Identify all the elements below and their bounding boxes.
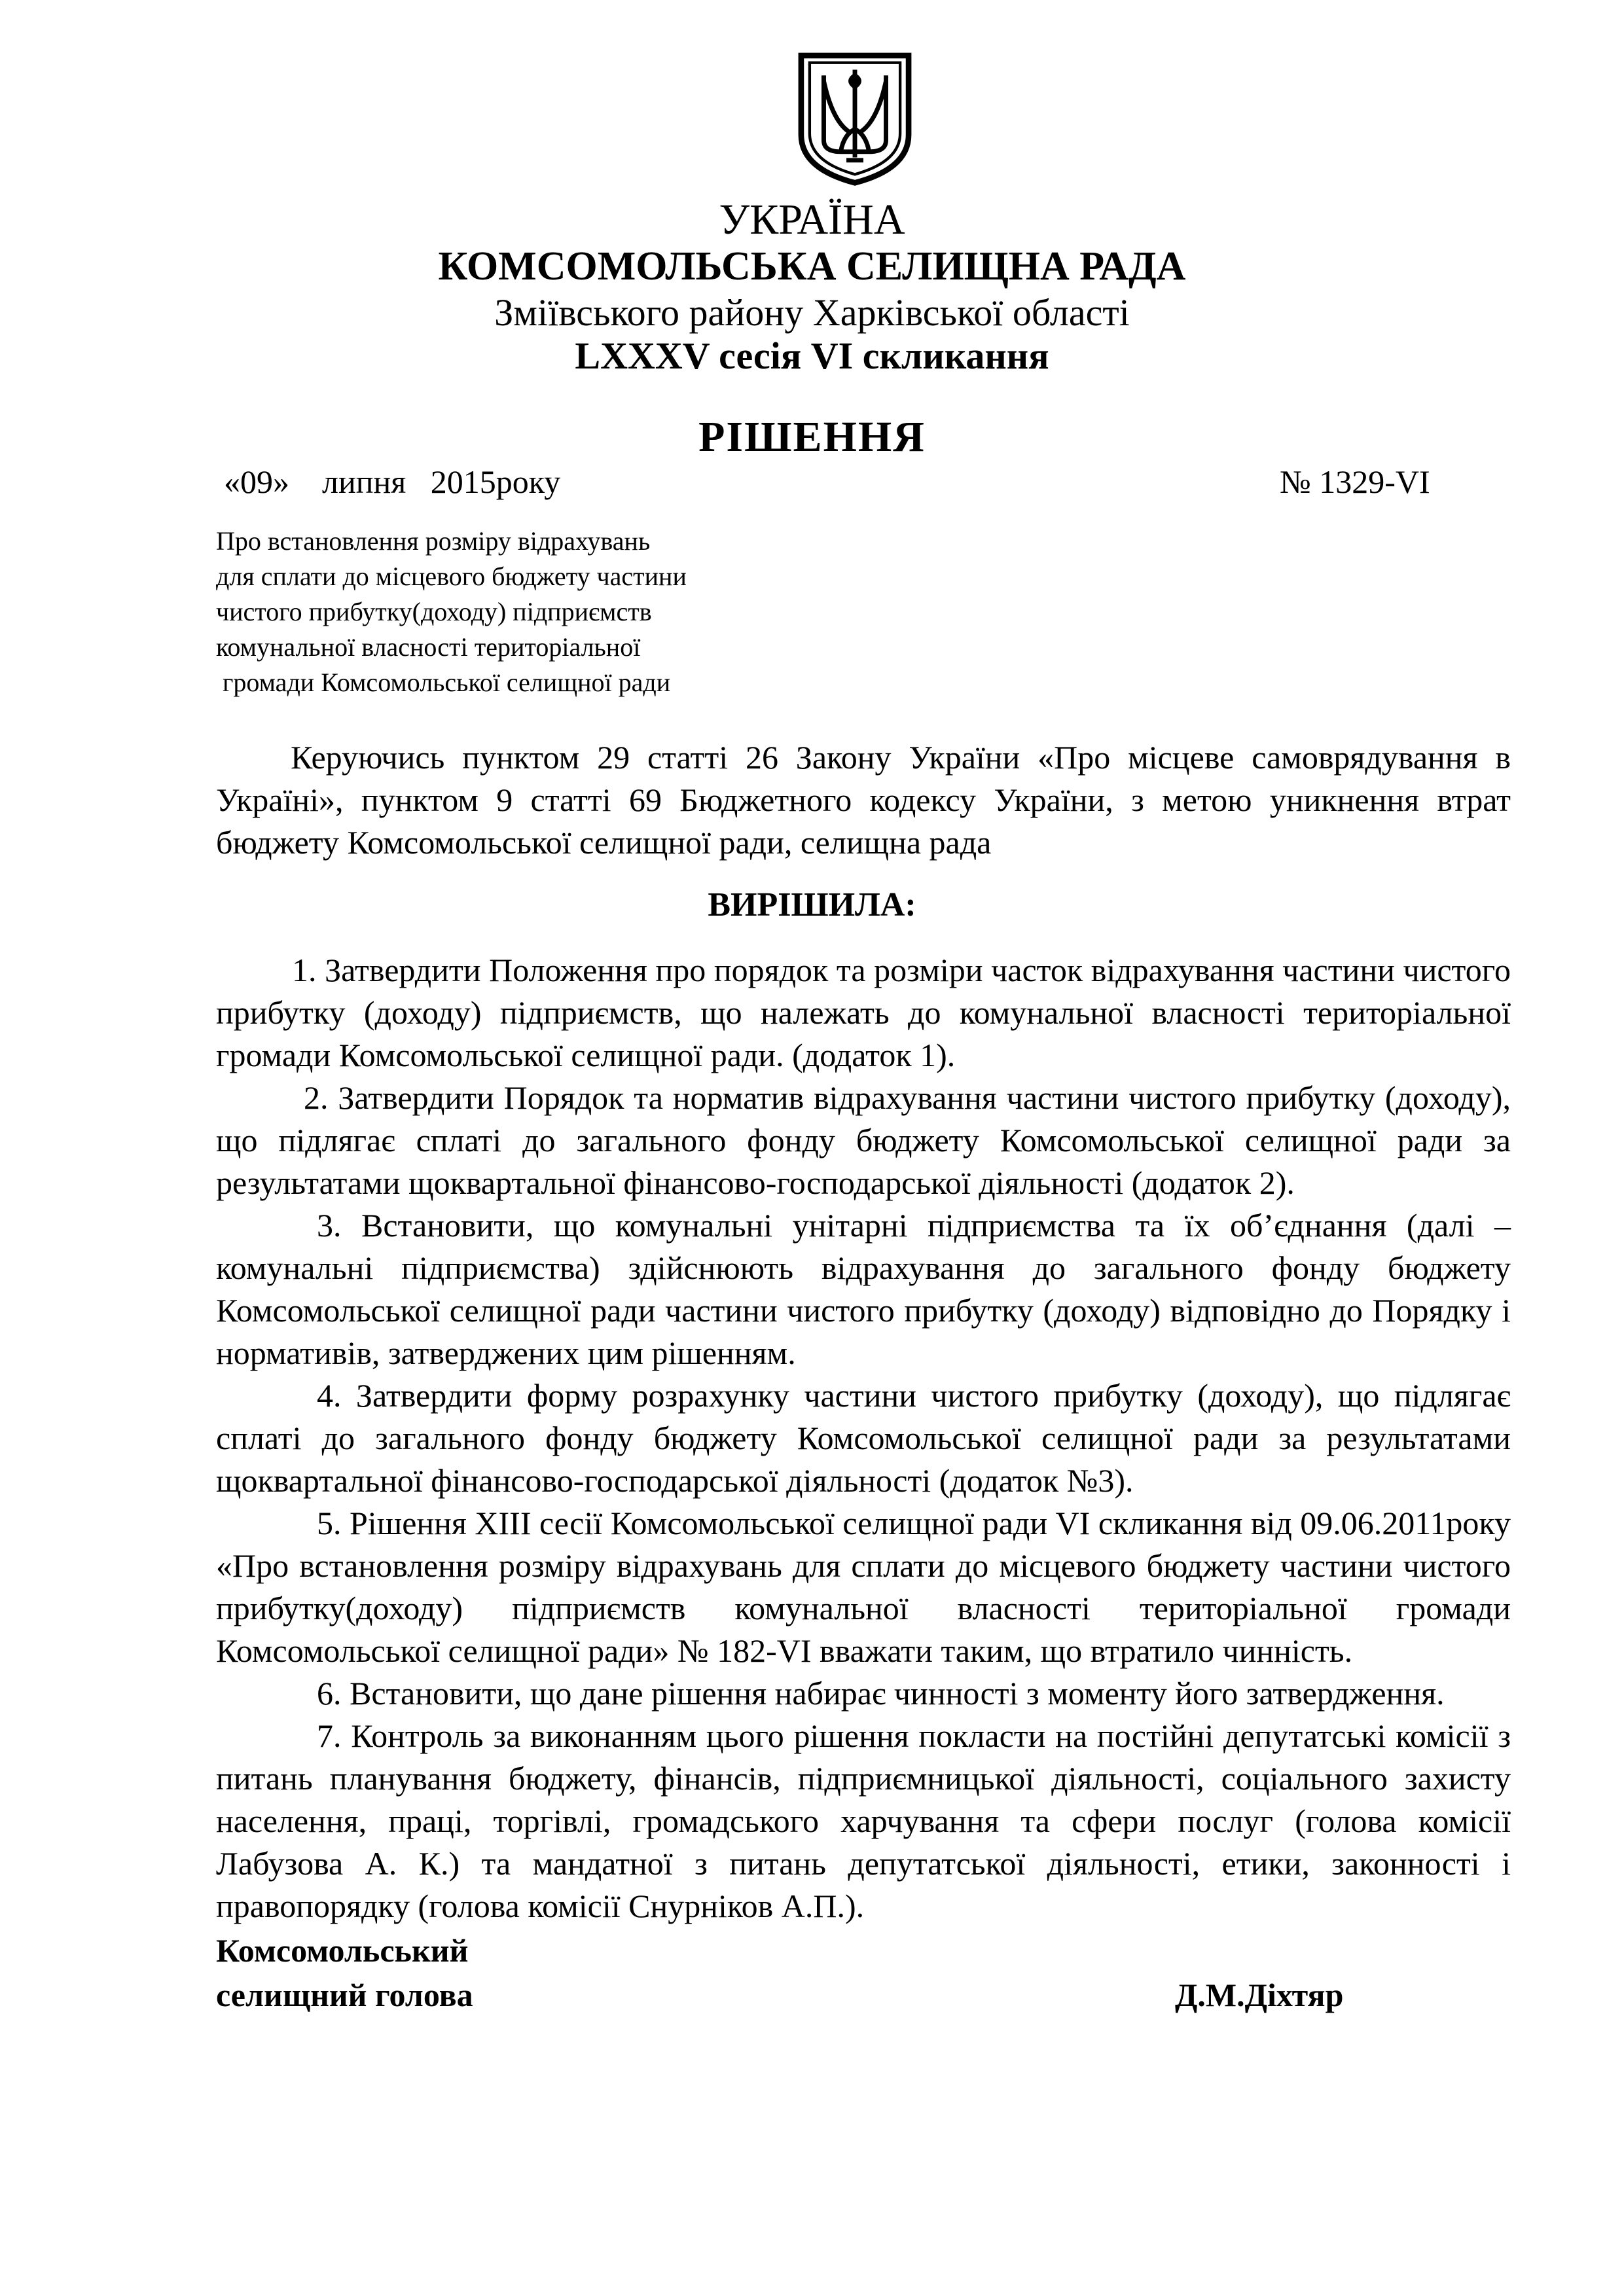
trident-coat-of-arms-icon [784, 47, 926, 188]
subject-line: Про встановлення розміру відрахувань [216, 526, 651, 556]
decision-item: 7. Контроль за виконанням цього рішення покласти на постійні депутатські комісії з питань планування бюджету, фінансів, підприємницької діяльності, соціального захисту населення, праці, торгівлі, громадського харчування та сфери послуг (голова комісії Лабузова А. К.) та мандатної з питань депутатської діяльності, етики, законності і правопорядку (голова комісії Снурніков А.П.). [216, 1717, 1511, 1924]
decision-item: 4. Затвердити форму розрахунку частини чистого прибутку (доходу), що підлягає сплаті до загального фонду бюджету Комсомольської селищної ради за результатами щоквартальної фінансово-господарської діяльності (додаток №3). [216, 1377, 1511, 1499]
council-title: КОМСОМОЛЬСЬКА СЕЛИЩНА РАДА [438, 244, 1186, 289]
document-type-heading: РІШЕННЯ [698, 413, 926, 461]
signatory-title-line: селищний голова [216, 1977, 473, 2013]
decision-number: № 1329-VI [1280, 463, 1430, 500]
subject-line: чистого прибутку(доходу) підприємств [216, 597, 652, 626]
preamble-paragraph: Керуючись пунктом 29 статті 26 Закону України «Про місцеве самоврядування в Україні», пунктом 9 статті 69 Бюджетного кодексу України, з метою уникнення втрат бюджету Комсомольської селищної ради, селищна рада [216, 739, 1511, 861]
decision-date: «09» липня 2015року [224, 463, 561, 500]
district-subtitle: Зміївського району Харківської області [494, 291, 1130, 334]
decision-item: 1. Затвердити Положення про порядок та розміри часток відрахування частини чистого прибутку (доходу) підприємств, що належать до комунальної власності територіальної громади Комсомольської селищної ради. (додаток 1). [216, 952, 1511, 1073]
subject-line: для сплати до місцевого бюджету частини [216, 562, 687, 591]
signatory-title-line: Комсомольський [216, 1932, 469, 1969]
subject-line: комунальної власності територіальної [216, 632, 641, 662]
decision-item: 3. Встановити, що комунальні унітарні підприємства та їх об’єднання (далі – комунальні підприємства) здійснюють відрахування до загального фонду бюджету Комсомольської селищної ради частини чистого прибутку (доходу) відповідно до Порядку і нормативів, затверджених цим рішенням. [216, 1207, 1511, 1371]
resolved-heading: ВИРІШИЛА: [708, 886, 916, 924]
decision-subject [216, 524, 687, 700]
decision-item: 2. Затвердити Порядок та норматив відрахування частини чистого прибутку (доходу), що підлягає сплаті до загального фонду бюджету Комсомольської селищної ради за результатами щоквартальної фінансово-господарської діяльності (додаток 2). [216, 1079, 1511, 1201]
subject-line: громади Комсомольської селищної ради [216, 668, 671, 697]
country-title: УКРАЇНА [719, 196, 905, 243]
decision-item: 6. Встановити, що дане рішення набирає чинності з моменту його затвердження. [317, 1675, 1445, 1712]
decision-item: 5. Рішення XIII сесії Комсомольської селищної ради VI скликання від 09.06.2011року «Про встановлення розміру відрахувань для сплати до місцевого бюджету частини чистого прибутку(доходу) підприємств комунальної власності територіальної громади Комсомольської селищної ради» № 182-VI вважати таким, що втратило чинність. [216, 1505, 1511, 1669]
decision-items [216, 949, 1511, 1928]
signatory-name: Д.М.Діхтяр [1175, 1977, 1344, 2013]
session-subtitle: LXXXV сесія VI скликання [575, 334, 1049, 377]
signatory-title [216, 1928, 473, 2017]
